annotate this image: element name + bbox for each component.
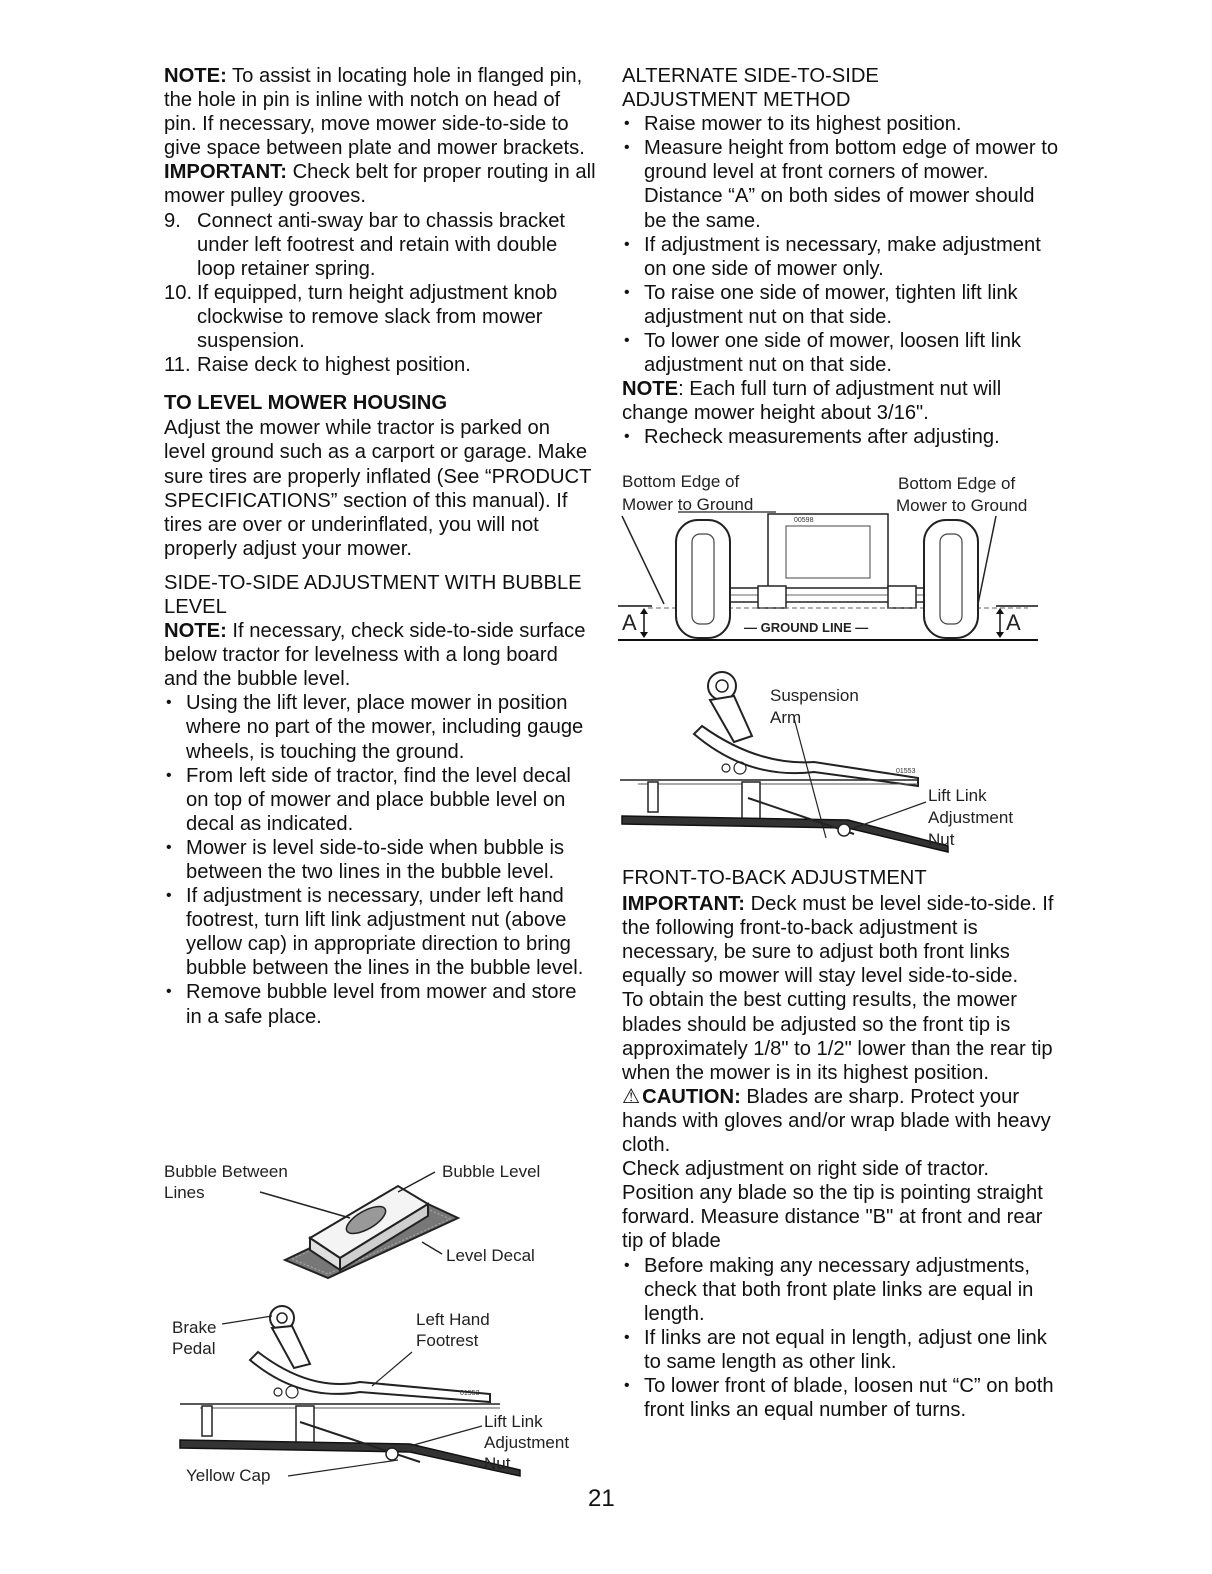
label-lines: Lines bbox=[164, 1183, 205, 1202]
label-pedal: Pedal bbox=[172, 1339, 216, 1358]
label-bottom-edge-left-1: Bottom Edge of bbox=[622, 472, 740, 491]
label-distance-a-left: A bbox=[622, 610, 637, 635]
label-bottom-edge-right-2: Mower to Ground bbox=[896, 496, 1028, 515]
warning-triangle-icon: ⚠ bbox=[622, 1085, 641, 1108]
label-yellow-cap: Yellow Cap bbox=[186, 1466, 271, 1485]
part-number-label: 01553 bbox=[460, 1390, 480, 1397]
check-adjustment-paragraph: Check adjustment on right side of tractor. Position any blade so the tip is pointing straight forward. Measure distance "B" at front and rear tip of blade bbox=[622, 1158, 1043, 1253]
label-bottom-edge-left-2: Mower to Ground bbox=[622, 495, 754, 514]
label-arm: Arm bbox=[770, 708, 802, 727]
label-ground-line: — GROUND LINE — bbox=[744, 620, 869, 635]
list-item: • Before making any necessary adjustments, check that both front plate links are equal in length. bbox=[622, 1254, 1062, 1326]
list-item: • To lower one side of mower, loosen lift link adjustment nut on that side. bbox=[622, 329, 1062, 377]
step-11: 11. Raise deck to highest position. bbox=[164, 354, 471, 377]
front-bullet-list bbox=[622, 1254, 1062, 1423]
heading-alternate-method: ALTERNATE SIDE-TO-SIDE ADJUSTMENT METHOD bbox=[622, 65, 879, 112]
label-left-hand: Left Hand bbox=[416, 1310, 490, 1329]
label-level-decal: Level Decal bbox=[446, 1246, 535, 1265]
label-nut: Nut bbox=[484, 1454, 511, 1473]
heading-level-mower-housing: TO LEVEL MOWER HOUSING bbox=[164, 392, 448, 415]
alternate-bullet-list bbox=[622, 112, 1062, 377]
label-distance-a-right: A bbox=[1006, 610, 1021, 635]
heading-front-to-back: FRONT-TO-BACK ADJUSTMENT bbox=[622, 867, 927, 889]
step-10: 10. If equipped, turn height adjustment knob clockwise to remove slack from mower suspension. bbox=[164, 281, 558, 353]
suspension-figure bbox=[618, 666, 1058, 862]
list-item: • Mower is level side-to-side when bubble is between the two lines in the bubble level. bbox=[164, 836, 596, 884]
label-bubble-level: Bubble Level bbox=[442, 1162, 541, 1181]
list-item: • From left side of tractor, find the level decal on top of mower and place bubble level on decal as indicated. bbox=[164, 764, 596, 836]
list-item: • Measure height from bottom edge of mower to ground level at front corners of mower. Distance “A” on both sides of mower should be the same. bbox=[622, 136, 1062, 232]
list-item: • If adjustment is necessary, under left hand footrest, turn lift link adjustment nut (above yellow cap) in appropriate direction to bring bubble between the lines in the bubble level. bbox=[164, 884, 596, 980]
recheck-list bbox=[622, 425, 1062, 449]
label-suspension: Suspension bbox=[770, 686, 859, 705]
label-adjustment: Adjustment bbox=[484, 1433, 570, 1452]
bubble-bullet-list bbox=[164, 691, 596, 1028]
caution-paragraph: ⚠CAUTION: Blades are sharp. Protect your hands with gloves and/or wrap blade with heavy cloth. bbox=[622, 1085, 1051, 1157]
list-item: • Recheck measurements after adjusting. bbox=[622, 425, 1062, 449]
list-item: • Remove bubble level from mower and store in a safe place. bbox=[164, 980, 596, 1028]
adjustment-note-paragraph: NOTE: Each full turn of adjustment nut will change mower height about 3/16". bbox=[622, 378, 1002, 425]
label-lift-link: Lift Link bbox=[928, 786, 987, 805]
footrest-illustration bbox=[160, 1294, 590, 1494]
footrest-figure bbox=[160, 1294, 590, 1494]
right-column bbox=[622, 64, 1062, 450]
page-number: 21 bbox=[588, 1485, 615, 1512]
label-adjustment: Adjustment bbox=[928, 808, 1014, 827]
step-9: 9. Connect anti-sway bar to chassis bracket under left footrest and retain with double loop retainer spring. bbox=[164, 209, 566, 280]
ground-line-figure bbox=[618, 468, 1058, 658]
heading-bubble-level: SIDE-TO-SIDE ADJUSTMENT WITH BUBBLE LEVEL bbox=[164, 571, 582, 618]
label-brake: Brake bbox=[172, 1318, 217, 1337]
label-lift-link: Lift Link bbox=[484, 1412, 543, 1431]
list-item: • Raise mower to its highest position. bbox=[622, 112, 1062, 136]
bubble-level-figure bbox=[160, 1158, 580, 1288]
label-bubble-between: Bubble Between bbox=[164, 1162, 288, 1181]
front-important-paragraph: IMPORTANT: Deck must be level side-to-side. If the following front-to-back adjustment is necessary, be sure to adjust both front links equally so mower will stay level side-to-side. bbox=[622, 893, 1054, 988]
list-item: • If links are not equal in length, adjust one link to same length as other link. bbox=[622, 1326, 1062, 1374]
label-nut: Nut bbox=[928, 830, 955, 849]
right-column-lower bbox=[622, 866, 1062, 1422]
list-item: • If adjustment is necessary, make adjustment on one side of mower only. bbox=[622, 233, 1062, 281]
left-column bbox=[164, 64, 596, 1029]
list-item: • To lower front of blade, loosen nut “C” on both front links an equal number of turns. bbox=[622, 1374, 1062, 1422]
bubble-note-paragraph: NOTE: If necessary, check side-to-side surface below tractor for levelness with a long board and the bubble level. bbox=[164, 620, 586, 691]
suspension-part-number: 01553 bbox=[896, 768, 916, 775]
level-intro-paragraph: Adjust the mower while tractor is parked on level ground such as a carport or garage. Make sure tires are properly inflated (See “PRODUCT SPECIFICATIONS” section of this manual). If tires are over or underinflated, you will not properly adjust your mower. bbox=[164, 417, 592, 560]
label-bottom-edge-right-1: Bottom Edge of bbox=[898, 474, 1016, 493]
cutting-results-paragraph: To obtain the best cutting results, the mower blades should be adjusted so the front tip is approximately 1/8" to 1/2" lower than the rear tip when the mower is in its highest position. bbox=[622, 989, 1053, 1084]
important-paragraph: IMPORTANT: Check belt for proper routing in all mower pulley grooves. bbox=[164, 161, 596, 208]
note-paragraph: NOTE: To assist in locating hole in flanged pin, the hole in pin is inline with notch on head of pin. If necessary, move mower side-to-side to give space between plate and mower brackets. bbox=[164, 65, 585, 160]
ground-part-number: 00598 bbox=[794, 517, 814, 524]
list-item: • To raise one side of mower, tighten lift link adjustment nut on that side. bbox=[622, 281, 1062, 329]
list-item: • Using the lift lever, place mower in position where no part of the mower, including gauge wheels, is touching the ground. bbox=[164, 691, 596, 763]
label-footrest: Footrest bbox=[416, 1331, 479, 1350]
